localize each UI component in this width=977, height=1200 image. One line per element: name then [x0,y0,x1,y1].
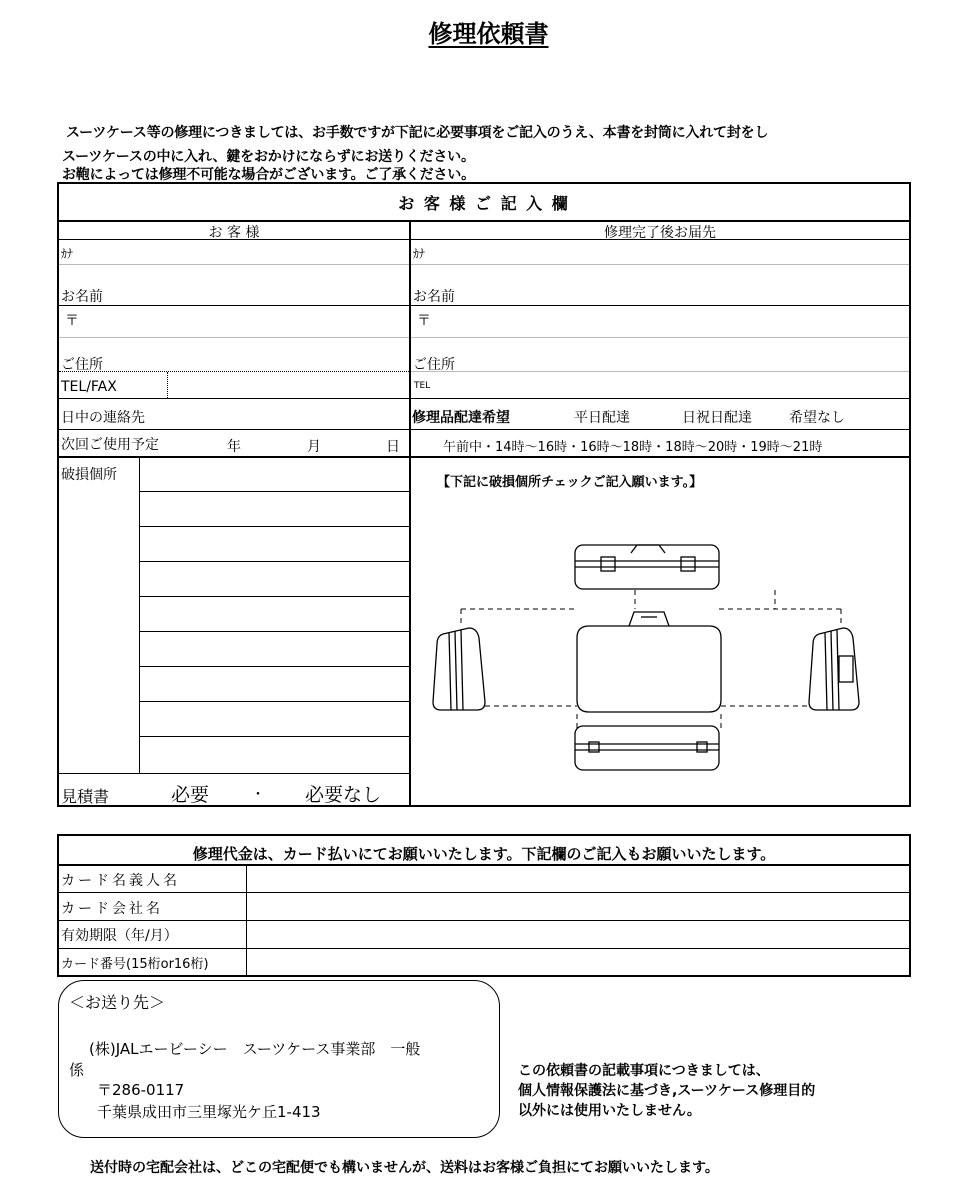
payment-header: 修理代金は、カード払いにてお願いいたします。下記欄のご記入もお願いいたします。 [192,845,776,863]
send-to-box [58,980,500,1138]
next-use-day-label: 日 [386,439,400,455]
card-number-label: カード番号(15桁or16桁) [61,957,209,972]
privacy-note-line-1: この依頼書の記載事項につきましては、 [518,1063,770,1079]
delivery-preference-label: 修理品配達希望 [412,410,510,426]
send-to-address: 千葉県成田市三里塚光ケ丘1-413 [97,1103,321,1121]
delivery-option-none[interactable]: 希望なし [789,410,845,426]
intro-line-1: スーツケース等の修理につきましては、お手数ですが下記に必要事項をご記入のうえ、本書を封筒に入れて封をし [66,125,769,141]
estimate-label: 見積書 [61,787,110,806]
delivery-option-holiday[interactable]: 日祝日配達 [682,410,752,426]
suitcase-diagram [429,534,899,784]
customer-address-label: ご住所 [61,357,103,373]
customer-form-header: お 客 様 ご 記 入 欄 [398,194,570,213]
card-expiry-label: 有効期限（年/月） [61,928,178,944]
tel-fax-label: TEL/FAX [61,379,117,395]
time-slot-options: 午前中・14時～16時・16時～18時・18時～20時・19時～21時 [443,440,823,455]
send-to-label: ＜お送り先＞ [69,993,166,1012]
damage-location-label: 破損個所 [61,467,117,483]
next-use-month-label: 月 [307,439,321,455]
delivery-address-header: 修理完了後お届先 [604,225,716,241]
delivery-tel-label: TEL [414,381,431,391]
delivery-kana-label: ｶﾅ [413,247,426,261]
delivery-address-label: ご住所 [413,357,455,373]
damage-instruction: 【下記に破損個所チェックご記入願います。】 [437,475,703,490]
next-use-label: 次回ご使用予定 [61,437,159,453]
privacy-note-line-3: 以外には使用いたしません。 [518,1103,701,1119]
delivery-name-label: お名前 [413,289,455,305]
card-holder-label: カード名義人名 [61,873,180,889]
next-use-year-label: 年 [227,439,241,455]
estimate-required-option[interactable]: 必要 [171,784,210,806]
send-to-company-cont: 係 [69,1061,85,1079]
customer-kana-label: ｶﾅ [61,247,74,261]
daytime-contact-label: 日中の連絡先 [61,410,145,426]
customer-header: お 客 様 [208,225,260,241]
shipping-note: 送付時の宅配会社は、どこの宅配便でも構いませんが、送料はお客様ご負担にてお願いいたします。 [90,1160,719,1176]
send-to-company: (株)JALエービーシー スーツケース事業部 一般 [89,1040,421,1058]
card-company-label: カード会社名 [61,901,163,917]
customer-postal-label: 〒 [65,313,79,329]
customer-name-label: お名前 [61,289,103,305]
estimate-separator: ・ [251,787,265,803]
customer-form [57,182,911,807]
intro-line-2: スーツケースの中に入れ、鍵をおかけにならずにお送りください。 [62,149,475,165]
intro-line-3: お鞄によっては修理不可能な場合がございます。ご了承ください。 [62,167,475,183]
estimate-not-required-option[interactable]: 必要なし [305,784,382,806]
payment-form [57,834,911,977]
delivery-option-weekday[interactable]: 平日配達 [574,410,630,426]
page-title: 修理依頼書 [428,20,549,48]
delivery-postal-label: 〒 [417,313,431,329]
send-to-postal: 〒286-0117 [97,1081,185,1099]
privacy-note-line-2: 個人情報保護法に基づき,スーツケース修理目的 [518,1083,816,1099]
